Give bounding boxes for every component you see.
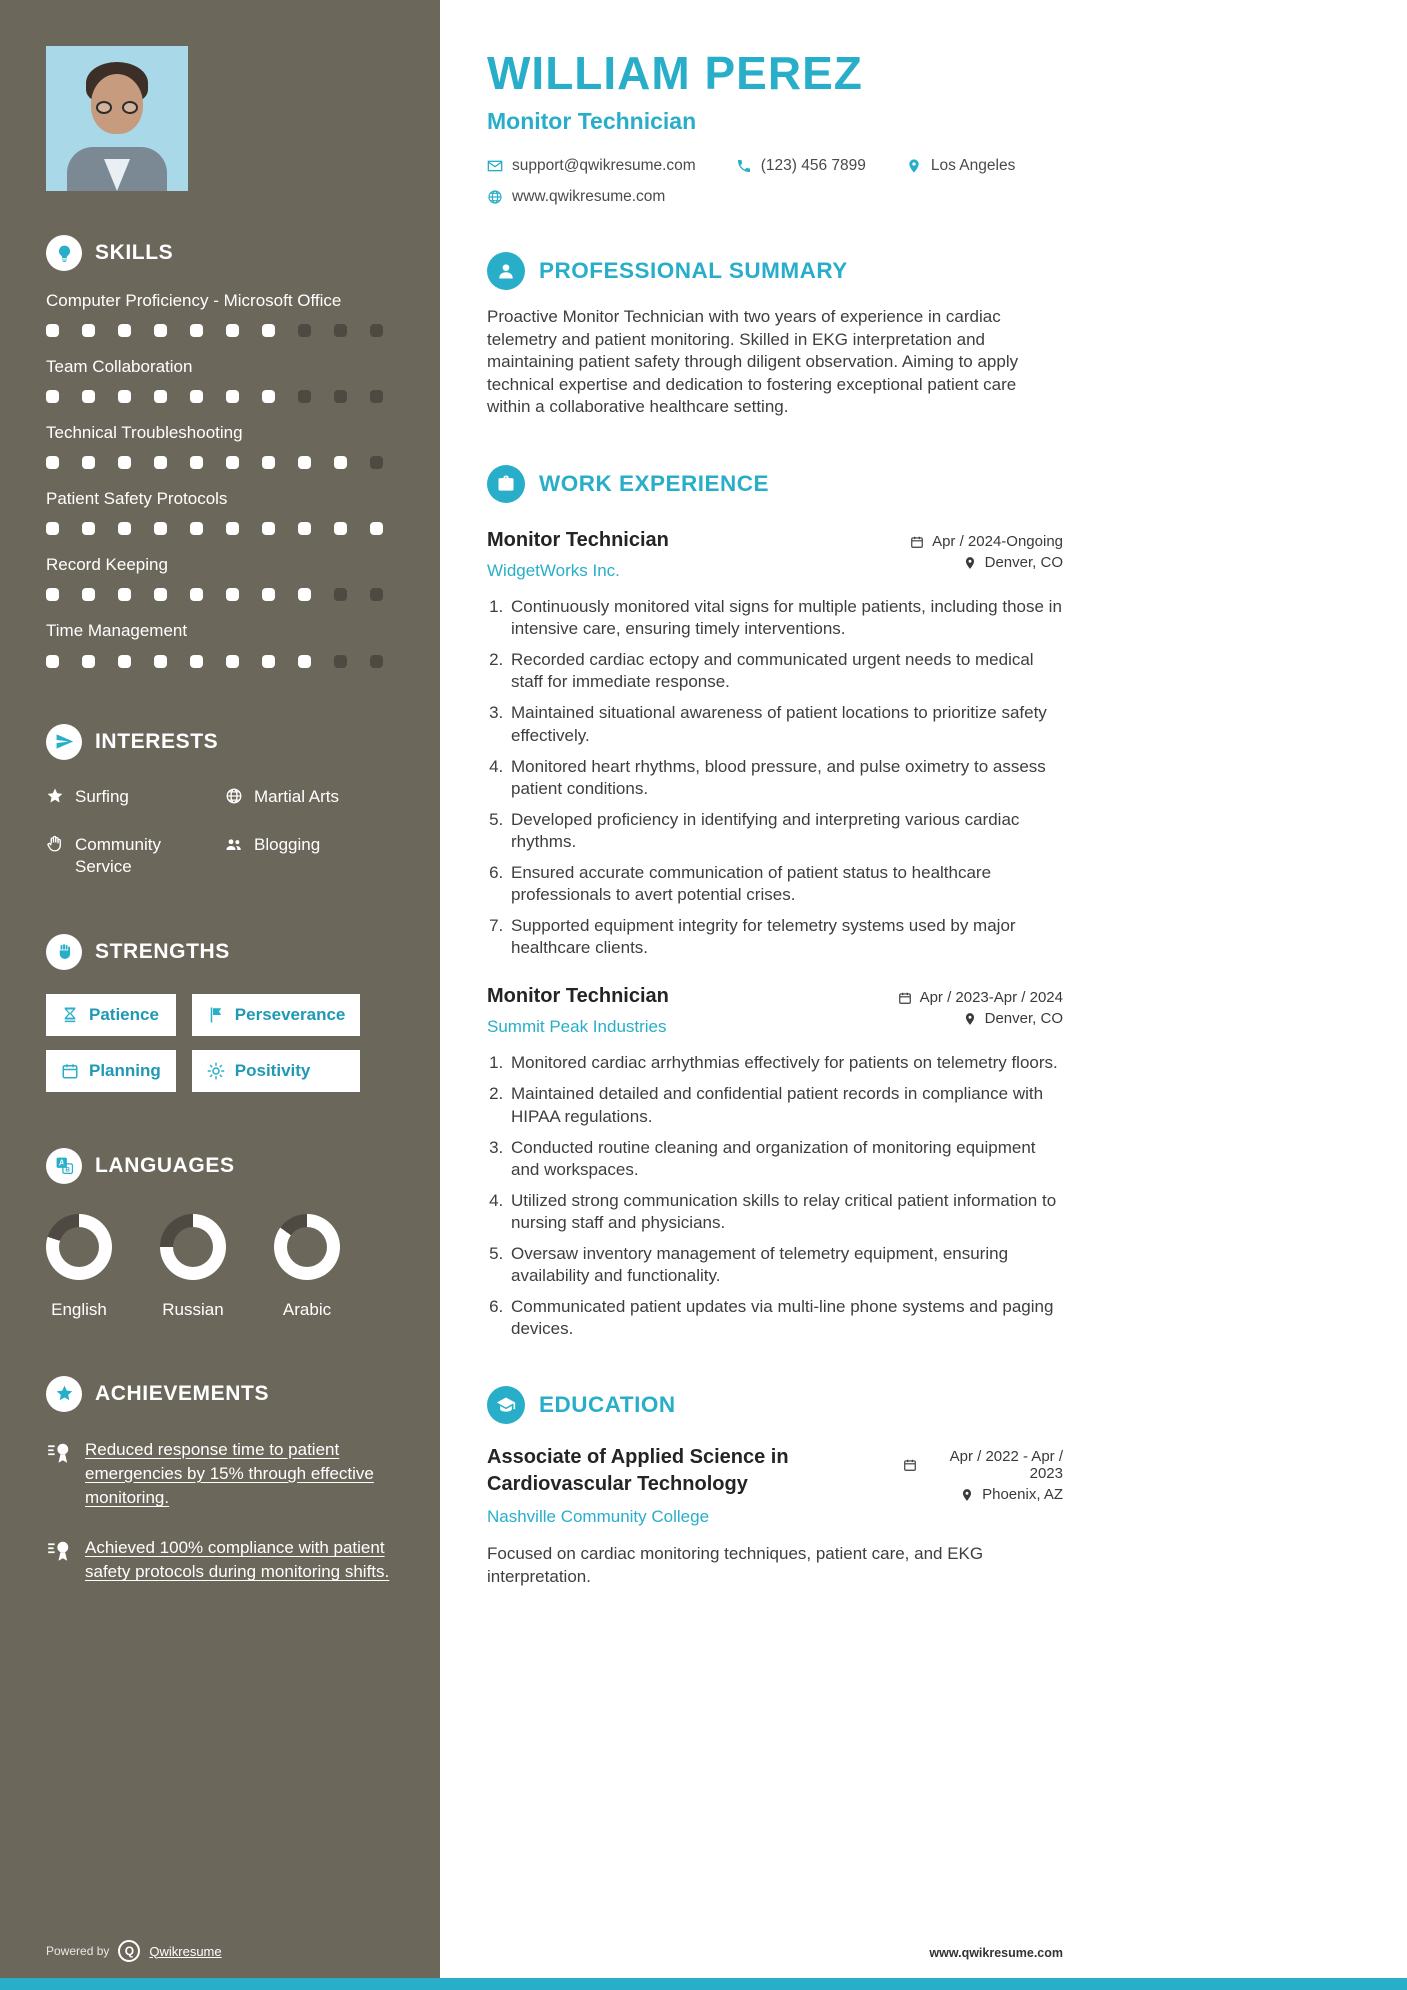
- job-bullet: 5. Developed proficiency in identifying and interpreting various cardiac rhythms.: [508, 809, 1063, 853]
- strength-chip: [192, 1050, 361, 1092]
- languages-list: [46, 1214, 394, 1320]
- skill-dot: [46, 390, 59, 403]
- skill-dot: [370, 655, 383, 668]
- job-bullet: 6. Ensured accurate communication of patient status to healthcare professionals to avert potential crises.: [508, 862, 1063, 906]
- skill-dot: [118, 588, 131, 601]
- skill-dot: [154, 522, 167, 535]
- education-meta: [903, 1444, 1063, 1503]
- bottom-accent-bar: [0, 1978, 1407, 1990]
- skill-dot: [118, 522, 131, 535]
- skill-dot: [190, 655, 203, 668]
- achievement-text: Achieved 100% compliance with patient safety protocols during monitoring shifts.: [85, 1538, 390, 1582]
- interest-item: [225, 786, 394, 808]
- paper-plane-icon: [46, 724, 82, 760]
- summary-section: [487, 252, 1063, 419]
- medal-icon: [46, 1538, 72, 1564]
- skill-dot: [226, 390, 239, 403]
- job-bullet: 2. Recorded cardiac ectopy and communicated urgent needs to medical staff for immediate response.: [508, 649, 1063, 693]
- skill-dot: [298, 588, 311, 601]
- education-title: EDUCATION: [539, 1392, 676, 1418]
- globe-icon: [487, 189, 503, 205]
- skill-rating: [46, 456, 394, 469]
- email-link[interactable]: support@qwikresume.com: [512, 157, 696, 174]
- education-entry: [487, 1444, 1063, 1527]
- skill-dot: [226, 324, 239, 337]
- education-dates-text: Apr / 2022 - Apr / 2023: [949, 1448, 1063, 1483]
- skill-dot: [118, 390, 131, 403]
- education-dates: [903, 1448, 1063, 1482]
- skill-rating: [46, 324, 394, 337]
- skill-dot: [370, 456, 383, 469]
- education-location-text: Phoenix, AZ: [982, 1486, 1063, 1504]
- skill-dot: [262, 588, 275, 601]
- strength-chip: [46, 994, 176, 1036]
- interests-header: [46, 724, 394, 760]
- skill-dot: [334, 522, 347, 535]
- skill-dot: [262, 655, 275, 668]
- job-role: Monitor Technician: [487, 985, 669, 1008]
- school-name: Nashville Community College: [487, 1507, 710, 1527]
- job-bullet: 6. Communicated patient updates via multi-line phone systems and paging devices.: [508, 1296, 1063, 1340]
- skill-dot: [262, 390, 275, 403]
- job-location: [898, 1010, 1063, 1027]
- skill-dot: [82, 588, 95, 601]
- contact-info: [487, 157, 1063, 206]
- job-role: Monitor Technician: [487, 529, 669, 552]
- language-item: [46, 1214, 112, 1320]
- language-level-donut: [274, 1214, 340, 1280]
- job-location-text: Denver, CO: [984, 1010, 1063, 1028]
- donut-hole: [59, 1227, 99, 1267]
- candidate-job-title: Monitor Technician: [487, 108, 697, 134]
- job-dates: [898, 989, 1063, 1006]
- interest-item: [46, 834, 215, 878]
- skill-dot: [226, 588, 239, 601]
- pin-icon: [906, 158, 922, 174]
- person-icon: [487, 252, 525, 290]
- powered-by-label: Powered by: [46, 1944, 110, 1958]
- job-bullet: 4. Utilized strong communication skills to relay critical patient information to nursing staff and physicians.: [508, 1190, 1063, 1234]
- interest-item: [225, 834, 394, 878]
- achievements-title: ACHIEVEMENTS: [95, 1381, 270, 1405]
- skill-item: [46, 356, 394, 403]
- job-meta: [910, 529, 1063, 571]
- job-header: [487, 985, 1063, 1037]
- job-bullets: [487, 596, 1063, 959]
- avatar-glasses: [122, 101, 138, 114]
- envelope-icon: [487, 158, 503, 174]
- languages-section: [46, 1148, 394, 1320]
- skill-dot: [190, 324, 203, 337]
- achievement-text: Reduced response time to patient emergencies by 15% through effective monitoring.: [85, 1439, 374, 1508]
- skill-dot: [154, 390, 167, 403]
- skill-dot: [82, 324, 95, 337]
- skill-dot: [46, 456, 59, 469]
- job-left: [487, 985, 669, 1037]
- interests-title: INTERESTS: [95, 729, 219, 753]
- skill-item: [46, 488, 394, 535]
- skill-dot: [226, 522, 239, 535]
- svg-text:A: A: [58, 1158, 65, 1168]
- skills-title: SKILLS: [95, 241, 174, 264]
- skill-label: Record Keeping: [46, 555, 168, 575]
- job-bullet: 5. Oversaw inventory management of telemetry equipment, ensuring availability and functionality.: [508, 1243, 1063, 1287]
- flag-icon: [207, 1006, 225, 1024]
- language-item: [274, 1214, 340, 1320]
- job-company: WidgetWorks Inc.: [487, 561, 620, 581]
- globe-icon: [225, 787, 243, 805]
- skill-rating: [46, 655, 394, 668]
- skill-item: [46, 422, 394, 469]
- skill-dot: [334, 390, 347, 403]
- svg-text:B: B: [64, 1166, 70, 1174]
- interest-label: Blogging: [254, 834, 321, 854]
- skill-label: Technical Troubleshooting: [46, 423, 243, 443]
- strengths-section: [46, 934, 394, 1092]
- pin-icon: [960, 1488, 974, 1502]
- calendar-icon: [898, 991, 912, 1005]
- contact-row: [487, 188, 1063, 206]
- avatar-glasses: [96, 101, 112, 114]
- star-icon: [46, 787, 64, 805]
- strength-label: Planning: [89, 1060, 161, 1080]
- job-entry: [487, 529, 1063, 959]
- skill-dot: [298, 655, 311, 668]
- calendar-icon: [903, 1458, 917, 1472]
- translate-icon: [46, 1148, 82, 1184]
- job-bullet: 7. Supported equipment integrity for telemetry systems used by major healthcare clients.: [508, 915, 1063, 959]
- education-section: [487, 1386, 1063, 1588]
- skill-dot: [154, 588, 167, 601]
- achievements-section: [46, 1376, 394, 1585]
- location-text: Los Angeles: [930, 157, 1016, 174]
- strength-label: Patience: [89, 1004, 159, 1024]
- phone-item: [736, 157, 866, 175]
- lightbulb-icon: [46, 235, 82, 271]
- phone-icon: [736, 158, 752, 174]
- pin-icon: [963, 1012, 977, 1026]
- main-content: [440, 0, 1407, 1990]
- education-description: Focused on cardiac monitoring techniques, patient care, and EKG interpretation.: [487, 1544, 984, 1586]
- language-item: [160, 1214, 226, 1320]
- job-dates-text: Apr / 2023-Apr / 2024: [919, 989, 1063, 1007]
- strength-chip: [192, 994, 361, 1036]
- graduation-cap-icon: [487, 1386, 525, 1424]
- skill-dot: [82, 522, 95, 535]
- language-label: Russian: [162, 1299, 224, 1319]
- skill-dot: [262, 522, 275, 535]
- education-left: [487, 1444, 877, 1527]
- interest-item: [46, 786, 215, 808]
- summary-title: PROFESSIONAL SUMMARY: [539, 258, 848, 283]
- achievements-header: [46, 1376, 394, 1412]
- skill-dot: [298, 522, 311, 535]
- skill-label: Team Collaboration: [46, 357, 193, 377]
- job-bullet: 3. Conducted routine cleaning and organization of monitoring equipment and workspaces.: [508, 1137, 1063, 1181]
- interest-label: Community Service: [75, 834, 161, 876]
- skill-item: [46, 620, 394, 667]
- donut-hole: [173, 1227, 213, 1267]
- education-location: [903, 1486, 1063, 1503]
- calendar-icon: [910, 535, 924, 549]
- skill-dot: [334, 324, 347, 337]
- skill-dot: [334, 588, 347, 601]
- language-level-donut: [160, 1214, 226, 1280]
- job-bullet: 1. Continuously monitored vital signs for multiple patients, including those in intensive care, ensuring timely interventions.: [508, 596, 1063, 640]
- sidebar: [0, 0, 440, 1990]
- skill-dot: [154, 655, 167, 668]
- footer-website-link[interactable]: www.qwikresume.com: [929, 1946, 1063, 1960]
- qwikresume-logo-icon: Q: [118, 1940, 140, 1962]
- skill-label: Patient Safety Protocols: [46, 489, 228, 509]
- skill-dot: [370, 522, 383, 535]
- powered-by: [46, 1940, 222, 1962]
- job-header: [487, 529, 1063, 581]
- degree-name: Associate of Applied Science in Cardiovascular Technology: [487, 1446, 789, 1496]
- language-label: Arabic: [282, 1299, 332, 1319]
- skill-dot: [262, 456, 275, 469]
- job-company: Summit Peak Industries: [487, 1017, 667, 1037]
- summary-text: Proactive Monitor Technician with two years of experience in cardiac telemetry and patient monitoring. Skilled in EKG interpretation and maintaining patient safety through diligent observation. Aiming to apply technical expertise and dedication to fostering exceptional patient care within a collaborative healthcare setting.: [487, 307, 1019, 417]
- fist-icon: [46, 934, 82, 970]
- skill-dot: [370, 390, 383, 403]
- website-link[interactable]: www.qwikresume.com: [512, 188, 666, 205]
- job-bullet: 3. Maintained situational awareness of patient locations to prioritize safety effectively.: [508, 702, 1063, 746]
- briefcase-icon: [487, 465, 525, 503]
- skill-dot: [118, 655, 131, 668]
- skill-dot: [334, 655, 347, 668]
- strength-chip: [46, 1050, 176, 1092]
- skill-dot: [46, 522, 59, 535]
- skill-dot: [226, 456, 239, 469]
- job-bullets: [487, 1052, 1063, 1340]
- interest-label: Surfing: [75, 786, 129, 806]
- skill-rating: [46, 390, 394, 403]
- hourglass-icon: [61, 1006, 79, 1024]
- website-item: [487, 188, 665, 206]
- skill-dot: [82, 655, 95, 668]
- contact-row: [487, 157, 1063, 175]
- donut-hole: [287, 1227, 327, 1267]
- job-location: [910, 554, 1063, 571]
- skill-item: [46, 290, 394, 337]
- skill-dot: [154, 324, 167, 337]
- skill-dot: [334, 456, 347, 469]
- location-item: [906, 157, 1015, 175]
- hand-icon: [46, 835, 64, 853]
- interests-section: [46, 724, 394, 878]
- phone-number[interactable]: (123) 456 7899: [760, 157, 866, 174]
- languages-title: LANGUAGES: [95, 1153, 235, 1177]
- job-bullet: 4. Monitored heart rhythms, blood pressure, and pulse oximetry to assess patient conditions.: [508, 756, 1063, 800]
- skill-item: [46, 554, 394, 601]
- skill-rating: [46, 588, 394, 601]
- email-item: [487, 157, 696, 175]
- education-header: [487, 1386, 1063, 1424]
- skill-dot: [370, 588, 383, 601]
- skill-dot: [190, 390, 203, 403]
- skill-dot: [298, 456, 311, 469]
- achievement-item: [46, 1438, 394, 1510]
- languages-header: [46, 1148, 394, 1184]
- skill-dot: [118, 456, 131, 469]
- job-bullet: 1. Monitored cardiac arrhythmias effectively for patients on telemetry floors.: [508, 1052, 1063, 1074]
- strength-label: Positivity: [234, 1060, 311, 1080]
- language-label: English: [51, 1299, 107, 1319]
- skill-dot: [298, 324, 311, 337]
- job-bullet: 2. Maintained detailed and confidential patient records in compliance with HIPAA regulations.: [508, 1083, 1063, 1127]
- skill-dot: [46, 588, 59, 601]
- job-location-text: Denver, CO: [984, 554, 1063, 572]
- profile-photo: [46, 46, 188, 191]
- strengths-title: STRENGTHS: [95, 939, 230, 963]
- skill-dot: [82, 456, 95, 469]
- summary-header: [487, 252, 1063, 290]
- skill-label: Computer Proficiency - Microsoft Office: [46, 291, 342, 310]
- strengths-header: [46, 934, 394, 970]
- skill-dot: [118, 324, 131, 337]
- strength-label: Perseverance: [234, 1004, 346, 1024]
- candidate-name: WILLIAM PEREZ: [487, 47, 863, 99]
- job-meta: [898, 985, 1063, 1027]
- job-dates: [910, 533, 1063, 550]
- calendar-icon: [61, 1062, 79, 1080]
- skills-header: [46, 235, 394, 271]
- job-left: [487, 529, 669, 581]
- pin-icon: [963, 556, 977, 570]
- skill-dot: [190, 456, 203, 469]
- skill-dot: [82, 390, 95, 403]
- skill-dot: [190, 522, 203, 535]
- people-icon: [225, 835, 243, 853]
- star-icon: [46, 1376, 82, 1412]
- language-level-donut: [46, 1214, 112, 1280]
- skill-dot: [154, 456, 167, 469]
- qwikresume-link[interactable]: Qwikresume: [149, 1943, 222, 1959]
- skill-dot: [262, 324, 275, 337]
- medal-icon: [46, 1440, 72, 1466]
- skill-dot: [370, 324, 383, 337]
- skill-label: Time Management: [46, 621, 188, 641]
- sun-icon: [207, 1062, 225, 1080]
- skill-dot: [190, 588, 203, 601]
- skill-rating: [46, 522, 394, 535]
- experience-section: [487, 465, 1063, 1340]
- skills-section: [46, 235, 394, 668]
- achievement-item: [46, 1536, 394, 1584]
- interests-list: [46, 786, 394, 878]
- interest-label: Martial Arts: [254, 786, 340, 806]
- experience-header: [487, 465, 1063, 503]
- job-entry: [487, 985, 1063, 1340]
- skill-dot: [46, 655, 59, 668]
- strengths-list: [46, 994, 394, 1092]
- job-dates-text: Apr / 2024-Ongoing: [932, 533, 1063, 551]
- skill-dot: [46, 324, 59, 337]
- experience-title: WORK EXPERIENCE: [539, 471, 770, 497]
- skill-dot: [298, 390, 311, 403]
- skill-dot: [226, 655, 239, 668]
